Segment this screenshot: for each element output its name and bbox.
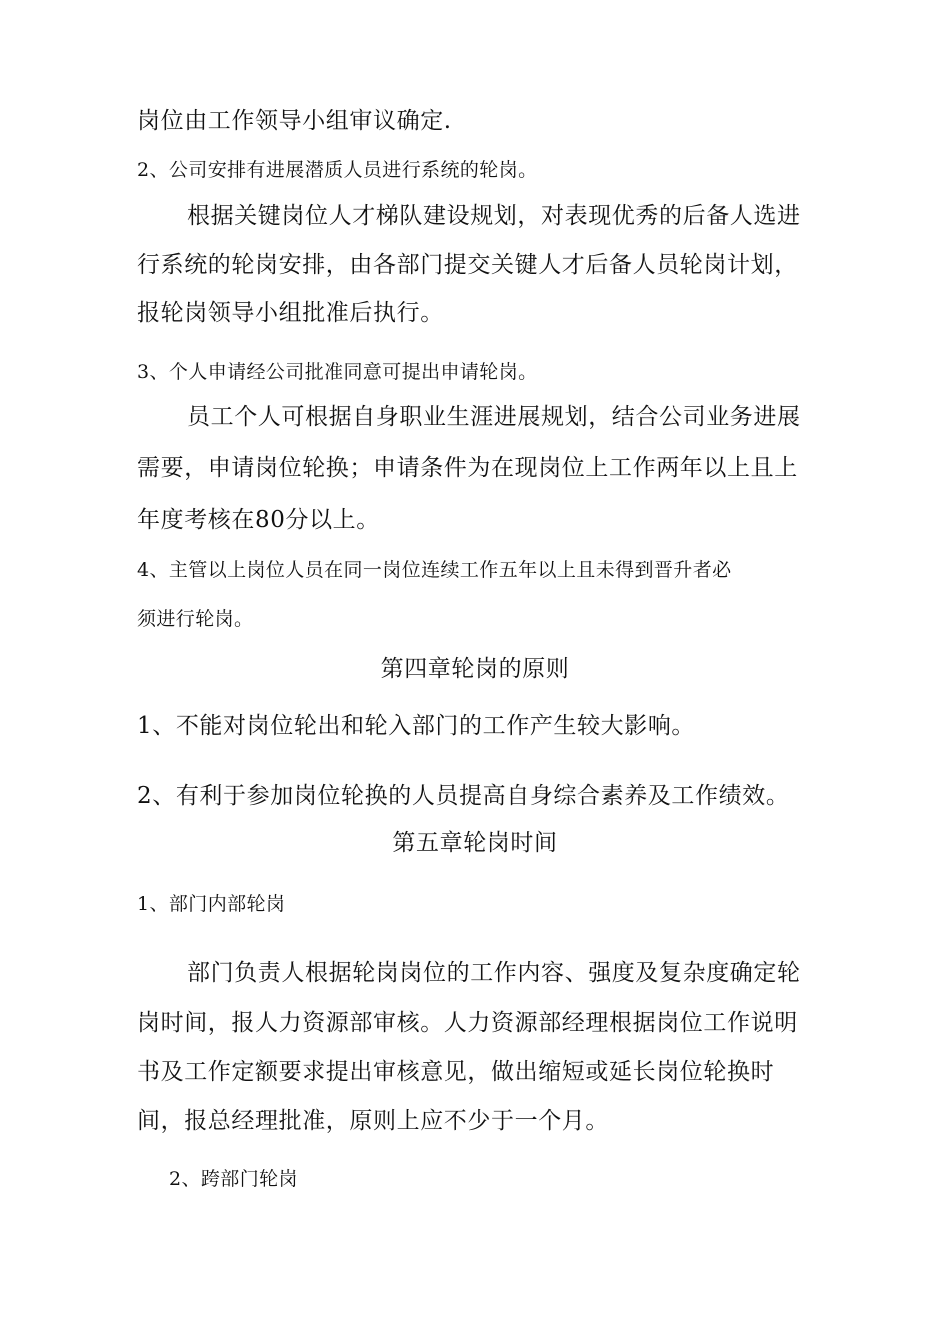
chapter-heading-4: 第四章轮岗的原则: [380, 656, 570, 682]
list-item-3: 3、个人申请经公司批准同意可提出申请轮岗。: [137, 361, 538, 383]
paragraph-line: 行系统的轮岗安排，由各部门提交关键人才后备人员轮岗计划，: [137, 252, 798, 278]
subsection-heading-2: 2、跨部门轮岗: [169, 1168, 298, 1190]
paragraph-line: 岗时间，报人力资源部审核。人力资源部经理根据岗位工作说明: [137, 1010, 798, 1036]
paragraph-line: 报轮岗领导小组批准后执行。: [137, 300, 444, 326]
paragraph-line: 岗位由工作领导小组审议确定.: [137, 108, 452, 134]
list-item-4: 4、主管以上岗位人员在同一岗位连续工作五年以上且未得到晋升者必: [137, 559, 732, 581]
principle-item-2: 2、有利于参加岗位轮换的人员提高自身综合素养及工作绩效。: [137, 783, 790, 809]
paragraph-line: 根据关键岗位人才梯队建设规划，对表现优秀的后备人选进: [187, 203, 801, 229]
principle-item-1: 1、不能对岗位轮出和轮入部门的工作产生较大影响。: [137, 713, 696, 739]
paragraph-line: 间，报总经理批准，原则上应不少于一个月。: [137, 1108, 609, 1134]
paragraph-line: 需要，申请岗位轮换；申请条件为在现岗位上工作两年以上且上: [137, 455, 798, 481]
list-item-4-continued: 须进行轮岗。: [137, 608, 254, 630]
paragraph-line: 书及工作定额要求提出审核意见，做出缩短或延长岗位轮换时: [137, 1059, 775, 1085]
chapter-heading-5: 第五章轮岗时间: [392, 830, 558, 856]
paragraph-line: 年度考核在80分以上。: [137, 507, 380, 533]
subsection-heading-1: 1、部门内部轮岗: [137, 893, 286, 915]
paragraph-line: 部门负责人根据轮岗岗位的工作内容、强度及复杂度确定轮: [187, 960, 801, 986]
list-item-2: 2、公司安排有进展潜质人员进行系统的轮岗。: [137, 159, 538, 181]
paragraph-line: 员工个人可根据自身职业生涯进展规划，结合公司业务进展: [187, 404, 801, 430]
